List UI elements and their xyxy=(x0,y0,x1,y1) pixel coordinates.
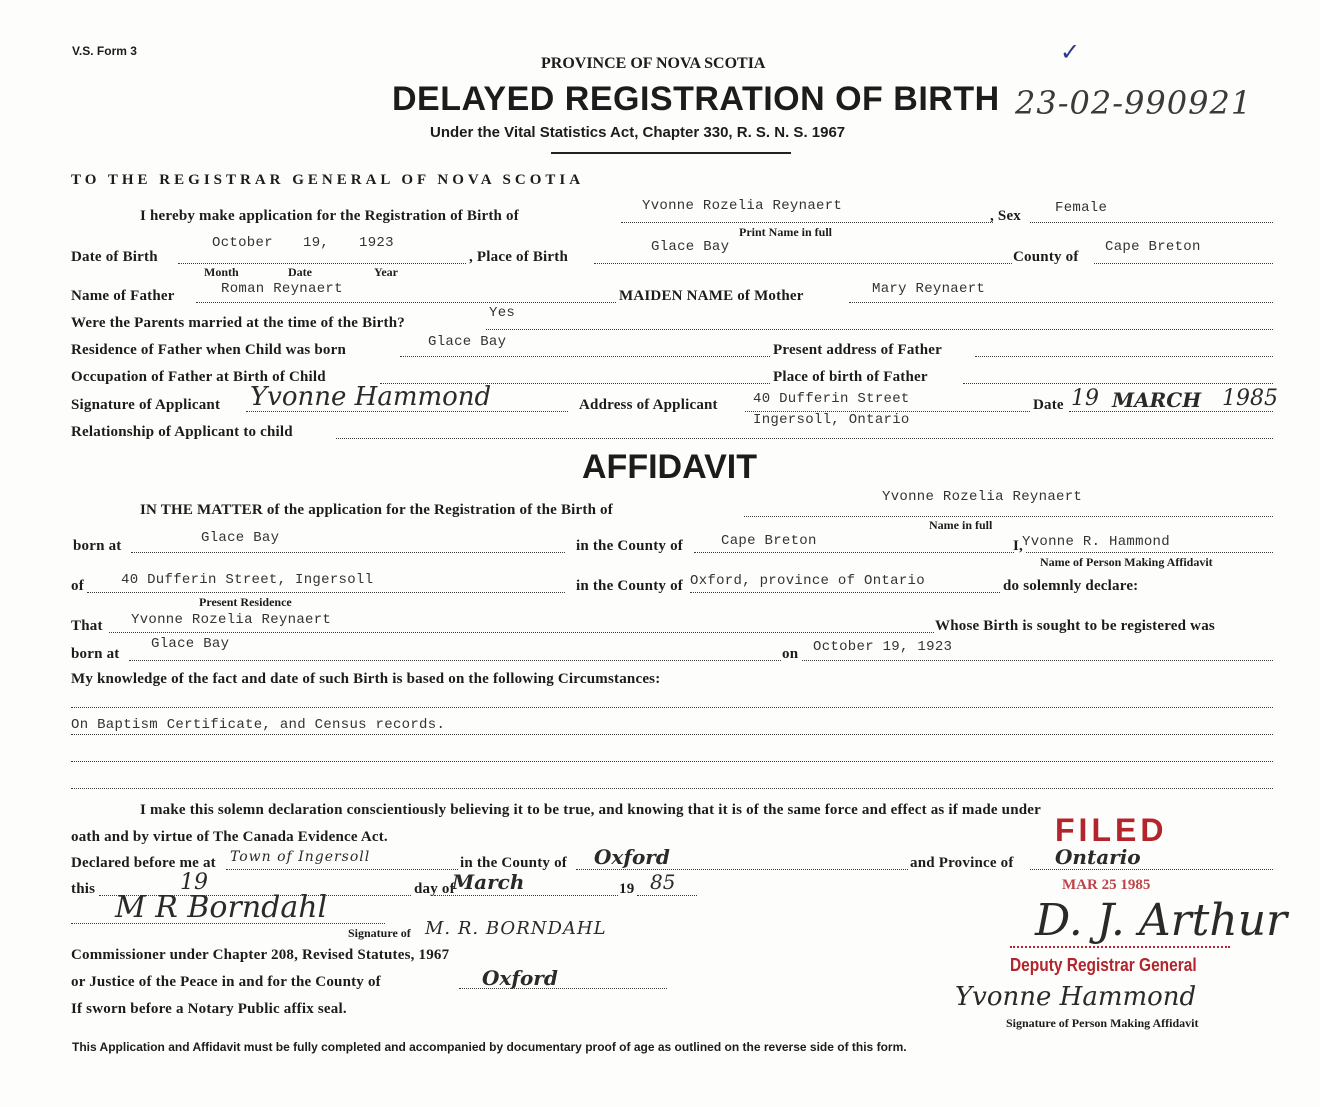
dob-label: Date of Birth xyxy=(71,249,158,265)
month-value: March xyxy=(452,870,525,894)
date-month: MARCH xyxy=(1112,388,1202,412)
affidavit-child-name: Yvonne Rozelia Reynaert xyxy=(882,489,1083,505)
born-at2-label: born at xyxy=(71,646,120,662)
hint-date: Date xyxy=(288,265,312,279)
that-line xyxy=(109,632,934,633)
filed-stamp: FILED xyxy=(1055,812,1168,848)
signature-label: Signature of Applicant xyxy=(71,397,221,413)
commissioner-signature: M R Borndahl xyxy=(115,890,328,925)
address-line-1: 40 Dufferin Street xyxy=(753,391,910,407)
signature-of-name: M. R. BORNDAHL xyxy=(425,918,607,939)
born-at2-value: Glace Bay xyxy=(151,636,230,652)
sex-value: Female xyxy=(1055,200,1108,216)
mother-line xyxy=(849,302,1273,303)
pob-line xyxy=(594,263,1012,264)
dob-month: October xyxy=(212,235,273,251)
form-number: V.S. Form 3 xyxy=(72,44,137,58)
that-value: Yvonne Rozelia Reynaert xyxy=(131,612,332,628)
deponent-signature: Yvonne Hammond xyxy=(955,982,1197,1012)
res-father-value: Glace Bay xyxy=(428,334,507,350)
mother-value: Mary Reynaert xyxy=(872,281,986,297)
date-year: 1985 xyxy=(1222,386,1278,411)
relationship-line xyxy=(336,438,1273,439)
print-name-hint: Print Name in full xyxy=(739,225,832,239)
sex-line xyxy=(1030,222,1273,223)
present-father-line xyxy=(975,356,1273,357)
date-day: 19 xyxy=(1071,386,1099,411)
res-father-label: Residence of Father when Child was born xyxy=(71,342,347,358)
declared-line xyxy=(226,869,458,870)
deponent-signature-label: Signature of Person Making Affidavit xyxy=(1006,1016,1199,1030)
born-at-label: born at xyxy=(73,538,122,554)
residence-line xyxy=(87,592,565,593)
county-of-value: Cape Breton xyxy=(721,533,817,549)
county3-value: Oxford xyxy=(594,845,670,869)
province-value: Ontario xyxy=(1055,845,1141,869)
year-prefix: 19 xyxy=(619,881,635,897)
justice-county-value: Oxford xyxy=(482,966,558,990)
applicant-signature: Yvonne Hammond xyxy=(250,382,492,412)
residence-value: 40 Dufferin Street, Ingersoll xyxy=(121,572,374,588)
solemn-line-2: oath and by virtue of The Canada Evidence Act. xyxy=(71,829,388,845)
circumstance-line-1 xyxy=(71,707,1273,708)
born-at-value: Glace Bay xyxy=(201,530,280,546)
footer-note: This Application and Affidavit must be fully completed and accompanied by documentary proof of age as outlined on the reverse side of this form. xyxy=(72,1040,907,1054)
present-father-label: Present address of Father xyxy=(773,342,943,358)
subtitle: Under the Vital Statistics Act, Chapter 330, R. S. N. S. 1967 xyxy=(430,124,846,141)
born-at2-line xyxy=(129,660,781,661)
circumstance-line-2 xyxy=(71,734,1273,735)
this-day-value: 19 xyxy=(180,870,208,895)
commissioner-label: Commissioner under Chapter 208, Revised Statutes, 1967 xyxy=(71,947,450,963)
declared-value: Town of Ingersoll xyxy=(230,849,371,865)
circumstance-line-3 xyxy=(71,761,1273,762)
county2-value: Oxford, province of Ontario xyxy=(690,573,925,589)
matter-line xyxy=(744,516,1273,517)
county-of-label: in the County of xyxy=(576,538,683,554)
child-name-value: Yvonne Rozelia Reynaert xyxy=(642,198,843,214)
solemn-line-1: I make this solemn declaration conscientiously believing it to be true, and knowing that it is of the same force and effect as if made under xyxy=(140,802,1042,818)
born-at-line xyxy=(131,552,565,553)
month-line xyxy=(434,895,618,896)
notary-label: If sworn before a Notary Public affix seal. xyxy=(71,1001,347,1017)
declare-label: do solemnly declare: xyxy=(1003,578,1139,594)
day-of-label: day of xyxy=(414,881,455,897)
pob-value: Glace Bay xyxy=(651,239,730,255)
occupation-label: Occupation of Father at Birth of Child xyxy=(71,369,326,385)
county2-line xyxy=(690,592,1000,593)
this-label: this xyxy=(71,881,96,897)
title-underline xyxy=(551,152,791,154)
pob-label: , Place of Birth xyxy=(469,249,569,265)
father-line xyxy=(196,302,616,303)
that-label: That xyxy=(71,618,103,634)
county-line xyxy=(1094,263,1273,264)
residence-hint: Present Residence xyxy=(199,595,292,609)
married-label: Were the Parents married at the time of the Birth? xyxy=(71,315,405,331)
province-line xyxy=(1030,869,1273,870)
circumstances-value: On Baptism Certificate, and Census records. xyxy=(71,717,446,733)
registration-number: 23-02-990921 xyxy=(1015,84,1253,122)
page-title: DELAYED REGISTRATION OF BIRTH xyxy=(392,80,1000,118)
county3-line xyxy=(576,869,908,870)
county3-label: in the County of xyxy=(460,855,567,871)
res-father-line xyxy=(400,356,770,357)
matter-label: IN THE MATTER of the application for the Registration of the Birth of xyxy=(140,502,613,518)
on-value: October 19, 1923 xyxy=(813,639,953,655)
signature-of-label: Signature of xyxy=(348,926,411,940)
hint-month: Month xyxy=(204,265,239,279)
registrar-signature: D. J. Arthur xyxy=(1035,895,1288,946)
hint-year: Year xyxy=(374,265,398,279)
whose-label: Whose Birth is sought to be registered was xyxy=(935,618,1215,634)
addressee: TO THE REGISTRAR GENERAL OF NOVA SCOTIA xyxy=(71,172,585,188)
i-label: I, xyxy=(1013,538,1023,554)
registrar-stamp-border xyxy=(1010,946,1230,948)
county-label: County of xyxy=(1013,249,1079,265)
declared-label: Declared before me at xyxy=(71,855,216,871)
county2-label: in the County of xyxy=(576,578,683,594)
deponent-value: Yvonne R. Hammond xyxy=(1022,534,1170,550)
county-value: Cape Breton xyxy=(1105,239,1201,255)
father-value: Roman Reynaert xyxy=(221,281,343,297)
dob-line xyxy=(178,263,466,264)
date-label: Date xyxy=(1033,397,1064,413)
name-full-hint: Name in full xyxy=(929,518,993,532)
deponent-line xyxy=(1026,552,1273,553)
year-line xyxy=(637,895,697,896)
check-mark-icon: ✓ xyxy=(1060,40,1081,66)
deponent-hint: Name of Person Making Affidavit xyxy=(1040,555,1213,569)
registrar-title: Deputy Registrar General xyxy=(1010,955,1197,975)
address-label: Address of Applicant xyxy=(579,397,718,413)
circumstance-line-4 xyxy=(71,788,1273,789)
filed-date-stamp: MAR 25 1985 xyxy=(1062,877,1151,893)
province-heading: PROVINCE OF NOVA SCOTIA xyxy=(541,55,766,72)
on-line xyxy=(802,660,1273,661)
married-value: Yes xyxy=(489,305,516,321)
dob-year: 1923 xyxy=(359,235,394,251)
province-label: and Province of xyxy=(910,855,1014,871)
child-name-line xyxy=(621,222,993,223)
sex-label: , Sex xyxy=(990,208,1021,224)
birthplace-father-line xyxy=(963,383,1273,384)
intro-label: I hereby make application for the Registration of Birth of xyxy=(140,208,519,224)
justice-label: or Justice of the Peace in and for the County of xyxy=(71,974,381,990)
county-of-line xyxy=(694,552,1014,553)
on-label: on xyxy=(782,646,799,662)
father-label: Name of Father xyxy=(71,288,175,304)
birthplace-father-label: Place of birth of Father xyxy=(773,369,928,385)
knowledge-label: My knowledge of the fact and date of such Birth is based on the following Circumstances: xyxy=(71,671,661,687)
year-suffix: 85 xyxy=(650,870,676,894)
address-line-2: Ingersoll, Ontario xyxy=(753,412,910,428)
dob-day: 19, xyxy=(303,235,330,251)
affidavit-heading: AFFIDAVIT xyxy=(582,448,758,486)
married-line xyxy=(486,329,1273,330)
mother-label: MAIDEN NAME of Mother xyxy=(619,288,804,304)
relationship-label: Relationship of Applicant to child xyxy=(71,424,293,440)
of-label: of xyxy=(71,578,84,594)
